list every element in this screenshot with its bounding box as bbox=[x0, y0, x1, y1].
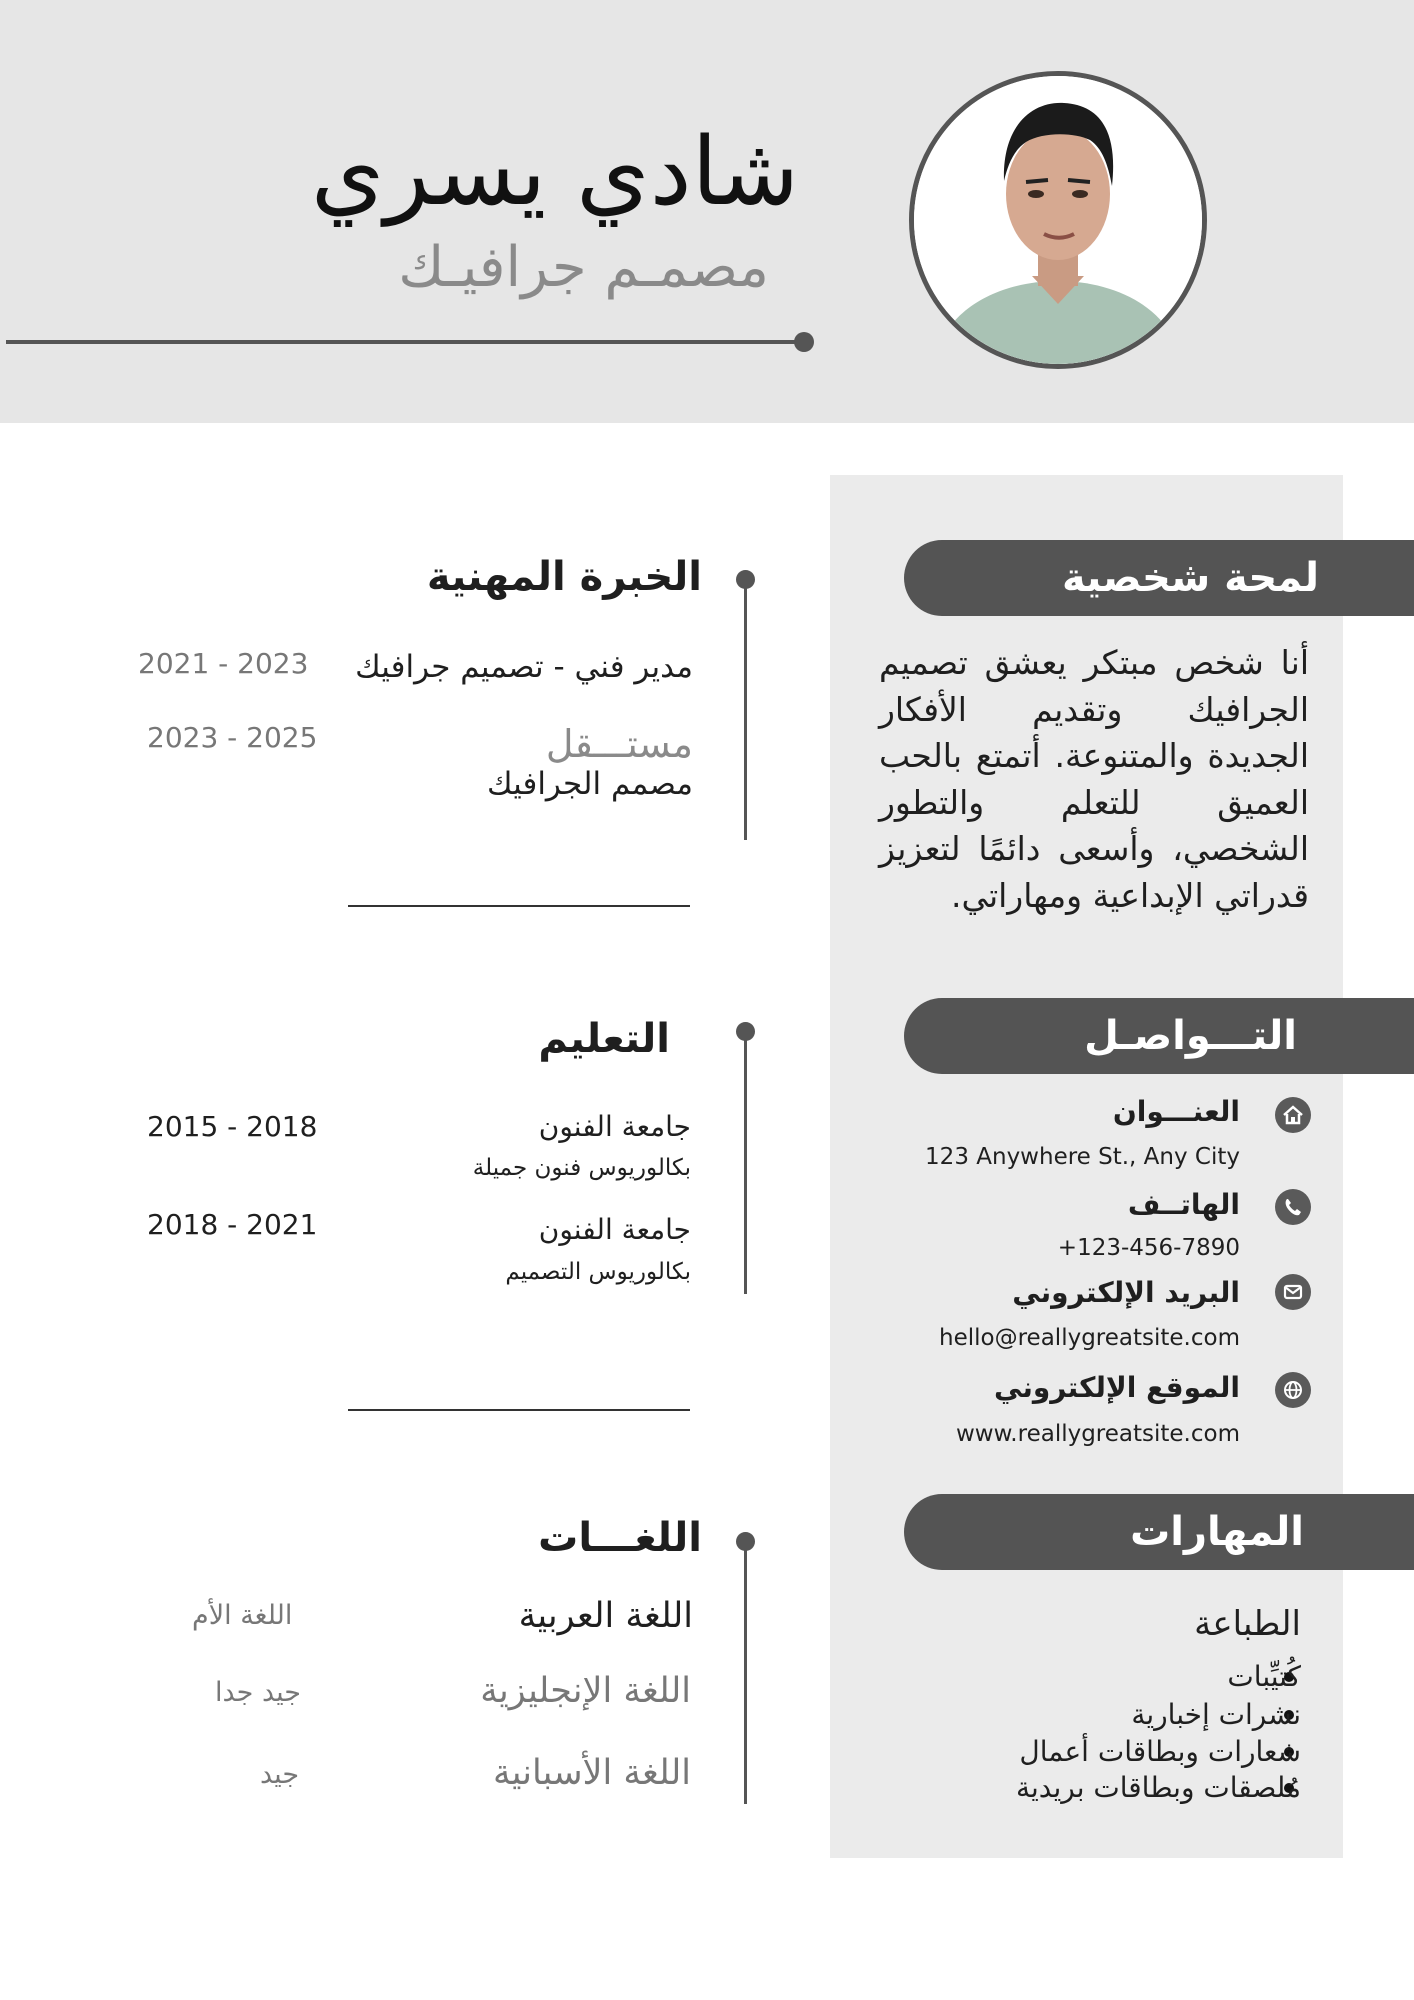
email-value[interactable]: hello@reallygreatsite.com bbox=[939, 1325, 1240, 1351]
timeline-line bbox=[744, 1032, 747, 1294]
resume-name: شادي يسري bbox=[310, 118, 799, 227]
school-name: جامعة الفنون bbox=[538, 1213, 691, 1246]
phone-value: +123-456-7890 bbox=[1057, 1235, 1240, 1261]
phone-icon bbox=[1275, 1189, 1311, 1225]
email-label: البريد الإلكتروني bbox=[1012, 1276, 1240, 1309]
about-heading: لمحة شخصية bbox=[1061, 555, 1319, 601]
education-dates: 2018 - 2021 bbox=[147, 1208, 318, 1241]
school-name: جامعة الفنون bbox=[538, 1110, 691, 1143]
timeline-line bbox=[744, 1542, 747, 1804]
home-icon bbox=[1275, 1097, 1311, 1133]
header-divider-dot bbox=[794, 332, 814, 352]
section-divider bbox=[348, 905, 690, 907]
languages-title: اللغـــات bbox=[538, 1515, 702, 1561]
education-dates: 2015 - 2018 bbox=[147, 1110, 318, 1143]
language-name: اللغة الأسبانية bbox=[492, 1753, 691, 1793]
about-text: أنا شخص مبتكر يعشق تصميم الجرافيك وتقديم الأفكار الجديدة والمتنوعة. أتمتع بالحب العميق للتعلم والتطور الشخصي، وأسعى دائمًا لتعزيز قدراتي الإبداعية ومهاراتي. bbox=[879, 643, 1309, 915]
job-role: مدير فني - تصميم جرافيك bbox=[355, 649, 693, 685]
language-name: اللغة الإنجليزية bbox=[480, 1671, 691, 1711]
timeline-line bbox=[744, 580, 747, 840]
address-value: 123 Anywhere St., Any City bbox=[925, 1144, 1240, 1170]
skill-item: مُلصقات وبطاقات بريدية bbox=[1015, 1771, 1301, 1804]
skills-category: الطباعة bbox=[1194, 1604, 1301, 1644]
job-dates: 2023 - 2025 bbox=[147, 721, 318, 754]
skill-item: نشرات إخبارية bbox=[1131, 1698, 1301, 1731]
education-title: التعليم bbox=[538, 1016, 670, 1062]
website-value[interactable]: www.reallygreatsite.com bbox=[955, 1421, 1240, 1447]
section-divider bbox=[348, 1409, 690, 1411]
email-icon bbox=[1275, 1274, 1311, 1310]
language-level: اللغة الأم bbox=[192, 1600, 293, 1631]
job-title: مصمـم جرافيـك bbox=[398, 235, 769, 300]
skills-heading: المهارات bbox=[1130, 1509, 1304, 1555]
skill-item: شعارات وبطاقات أعمال bbox=[1019, 1735, 1301, 1768]
experience-title: الخبرة المهنية bbox=[426, 554, 702, 600]
skill-item: كُتيِّبات bbox=[1227, 1660, 1301, 1693]
globe-icon bbox=[1275, 1372, 1311, 1408]
profile-photo bbox=[909, 71, 1207, 369]
language-name: اللغة العربية bbox=[518, 1596, 693, 1636]
degree: بكالوريوس التصميم bbox=[505, 1259, 691, 1285]
contact-heading: التـــواصـل bbox=[1084, 1013, 1297, 1059]
phone-label: الهاتــف bbox=[1127, 1188, 1240, 1221]
language-level: جيد جدا bbox=[215, 1677, 301, 1708]
job-role-line2: مصمم الجرافيك bbox=[487, 766, 693, 802]
address-label: العنـــوان bbox=[1112, 1095, 1240, 1128]
header-divider bbox=[6, 340, 804, 344]
language-level: جيد bbox=[260, 1759, 300, 1790]
degree: بكالوريوس فنون جميلة bbox=[472, 1155, 691, 1181]
job-role-line1: مستـــقل bbox=[545, 722, 693, 766]
website-label: الموقع الإلكتروني bbox=[994, 1371, 1240, 1404]
portrait-illustration bbox=[914, 76, 1202, 364]
job-dates: 2021 - 2023 bbox=[138, 647, 309, 680]
